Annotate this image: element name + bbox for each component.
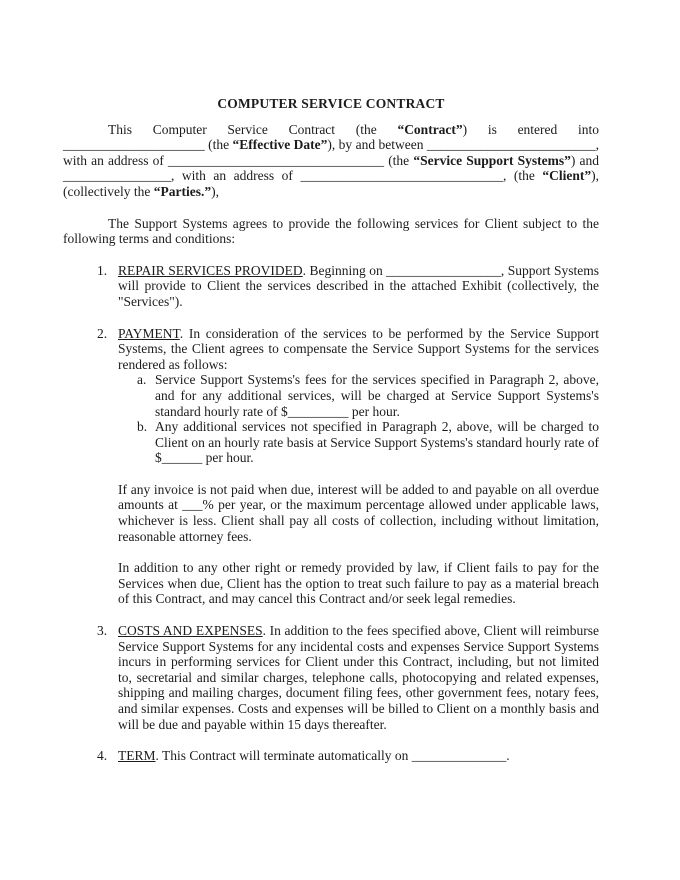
- text-run: ), (collectively the: [63, 168, 599, 199]
- section-heading: PAYMENT: [118, 325, 180, 341]
- section-heading: TERM: [118, 748, 156, 764]
- list-marker: a.: [137, 372, 147, 388]
- text-run: ) is entered into: [462, 121, 599, 137]
- fill-in-blank: ______________: [411, 748, 507, 764]
- fill-in-blank: ________________________________: [168, 152, 385, 168]
- text-run: % per year, or the maximum percentage allowed under applicable laws, whichever is less. Client shall pay all costs of collection, including without limitation, reasonable attorney fees.: [118, 497, 599, 544]
- fill-in-blank: _________: [287, 403, 349, 419]
- text-run: ),: [211, 183, 219, 199]
- text-run: (the: [384, 152, 414, 168]
- section-heading: REPAIR SERVICES PROVIDED: [118, 262, 303, 278]
- text-run: . In addition to the fees specified above, Client will reimburse Service Support Systems for any incidental costs and expenses Service Support Systems incurs in performing services for Client under this Contract, including, but not limited to, secretarial and similar charges, telephone calls, photocopying and related expenses, shipping and mailing charges, document filing fees, other government fees, notary fees, and similar expenses. Costs and expenses will be billed to Client on a monthly basis and will be due and payable within 15 days thereafter.: [118, 623, 599, 732]
- list-marker: 3.: [97, 623, 108, 639]
- item-costs-and-expenses: [63, 623, 599, 732]
- fill-in-blank: _____________________: [63, 137, 205, 153]
- item-term: [63, 748, 599, 764]
- text-run: ) and: [570, 152, 599, 168]
- text-run: The Support Systems agrees to provide the following services for Client subject to the following terms and conditions:: [63, 215, 599, 247]
- services-paragraph: [63, 216, 599, 247]
- text-run: Any additional services not specified in Paragraph 2, above, will be charged to Client on an hourly rate basis at Service Support Systems's standard hourly rate of $: [155, 419, 599, 466]
- list-marker: 2.: [97, 325, 108, 341]
- text-run: This Computer Service Contract (the: [108, 121, 398, 137]
- subitem-standard-rate: [63, 372, 599, 419]
- item-repair-services-provided: [63, 263, 599, 310]
- subitem-additional-services-rate: [63, 419, 599, 466]
- text-run: . This Contract will terminate automatically on: [155, 748, 412, 764]
- text-run: . Beginning on: [302, 262, 387, 278]
- intro-paragraph: [63, 122, 599, 200]
- list-marker: b.: [137, 419, 148, 435]
- text-run: , (the: [502, 168, 543, 184]
- text-run: , Support Systems will provide to Client the services described in the attached Exhibit (collectively, the "Services").: [118, 262, 599, 309]
- text-run: , with an address of: [63, 137, 599, 168]
- text-run: . In consideration of the services to be performed by the Service Support Systems, the Client agrees to compensate the Service Support Systems for the services rendered as follows:: [118, 325, 599, 372]
- text-run: “Parties.”: [153, 183, 212, 199]
- fill-in-blank: ______________________________: [300, 168, 503, 184]
- contract-page-content: [63, 96, 599, 764]
- text-run: In addition to any other right or remedy provided by law, if Client fails to pay for the Services when due, Client has the option to treat such failure to pay as a material breach of this Contract, and may cancel this Contract and/or seek legal remedies.: [118, 560, 599, 607]
- text-run: Service Support Systems's fees for the services specified in Paragraph 2, above, and for any additional services, will be charged at Service Support Systems's standard hourly rate of $: [155, 372, 599, 419]
- list-marker: 1.: [97, 262, 108, 278]
- text-run: “Client”: [542, 168, 592, 184]
- section-heading: COSTS AND EXPENSES: [118, 623, 263, 639]
- text-run: per hour.: [348, 403, 400, 419]
- text-run: .: [506, 748, 510, 764]
- late-payment-interest-paragraph: [63, 482, 599, 544]
- text-run: , with an address of: [171, 168, 301, 184]
- remedies-paragraph: [63, 560, 599, 607]
- text-run: If any invoice is not paid when due, interest will be added to and payable on all overdue amounts at: [118, 481, 599, 513]
- fill-in-blank: ______: [161, 450, 203, 466]
- text-run: (the: [204, 137, 233, 153]
- text-run: per hour.: [202, 450, 254, 466]
- text-run: “Service Support Systems”: [413, 152, 571, 168]
- text-run: ), by and between: [327, 137, 427, 153]
- fill-in-blank: _________________: [386, 262, 501, 278]
- item-payment: [63, 326, 599, 373]
- fill-in-blank: ________________: [63, 168, 171, 184]
- contract-title: COMPUTER SERVICE CONTRACT: [217, 96, 445, 111]
- text-run: “Contract”: [397, 121, 463, 137]
- list-marker: 4.: [97, 748, 108, 764]
- text-run: “Effective Date”: [232, 137, 328, 153]
- fill-in-blank: ___: [182, 497, 203, 513]
- fill-in-blank: _________________________: [426, 137, 596, 153]
